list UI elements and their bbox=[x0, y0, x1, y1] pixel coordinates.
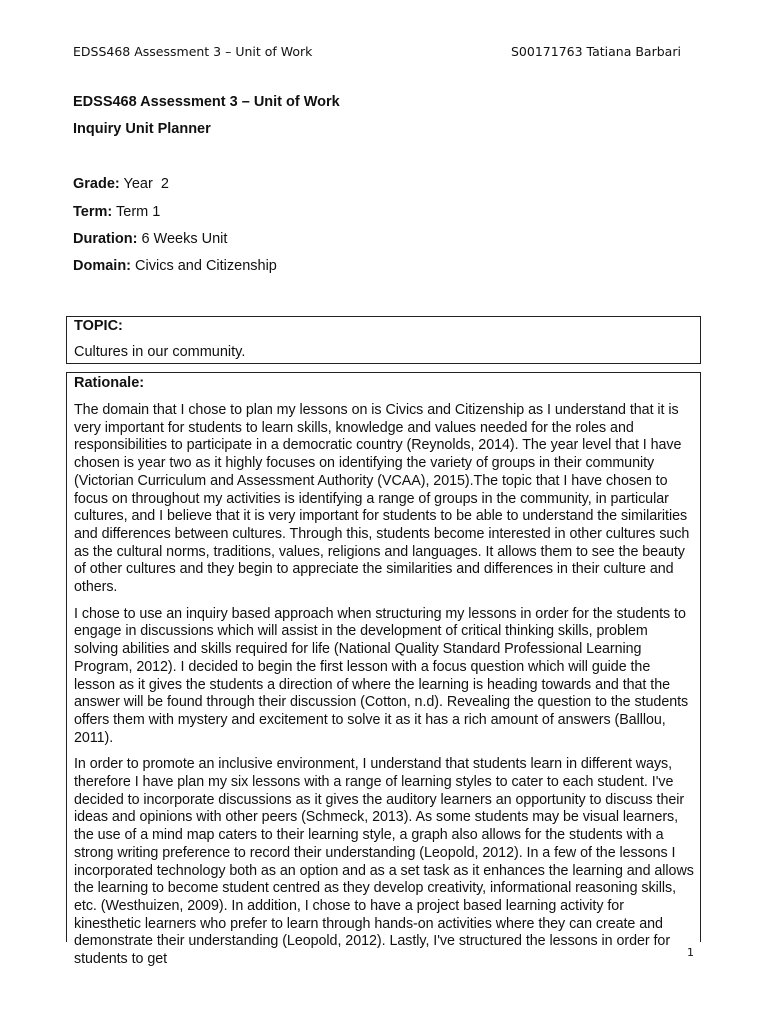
document-title: EDSS468 Assessment 3 – Unit of Work bbox=[73, 94, 340, 110]
term-line bbox=[73, 204, 160, 220]
rationale-box bbox=[66, 372, 701, 968]
page-number: 1 bbox=[687, 946, 694, 959]
duration-value: 6 Weeks Unit bbox=[141, 231, 228, 247]
rationale-heading: Rationale: bbox=[74, 375, 145, 391]
document-subtitle: Inquiry Unit Planner bbox=[73, 121, 211, 137]
domain-line bbox=[73, 258, 277, 274]
running-header-left: EDSS468 Assessment 3 – Unit of Work bbox=[73, 44, 313, 59]
grade-label: Grade: bbox=[73, 176, 120, 192]
grade-line bbox=[73, 176, 169, 192]
term-label: Term: bbox=[73, 204, 113, 220]
running-header-right: S00171763 Tatiana Barbari bbox=[511, 44, 681, 59]
term-value: Term 1 bbox=[116, 204, 161, 220]
grade-value: Year 2 bbox=[123, 176, 169, 192]
rationale-paragraph-1: The domain that I chose to plan my lessons on is Civics and Citizenship as I understand that it is very important for students to learn skills, knowledge and values needed for the roles and responsibilities to participate in a democratic country (Reynolds, 2014). The year level that I have chosen is year two as it highly focuses on identifying the variety of groups in their community (Victorian Curriculum and Assessment Authority (VCAA), 2015).The topic that I have chosen to focus on throughout my activities is identifying a range of groups in the community, in particular cultures, and I believe that it is very important for students to be able to understand the similarities and differences between cultures. Through this, students become interested in other cultures such as the cultural norms, traditions, values, religions and languages. It allows them to see the beauty of other cultures and they begin to appreciate the similarities and differences in their culture and others. bbox=[74, 402, 690, 596]
duration-line bbox=[73, 231, 227, 247]
domain-value: Civics and Citizenship bbox=[135, 258, 277, 274]
rationale-paragraph-3: In order to promote an inclusive environment, I understand that students learn in different ways, therefore I have plan my six lessons with a range of learning styles to cater to each student. I've decided to incorporate discussions as it gives the auditory learners an opportunity to discuss their ideas and opinions with other peers (Schmeck, 2013). As some students may be visual learners, the use of a mind map caters to their learning style, a graph also allows for the students with a strong writing preference to record their understanding (Leopold, 2012). In a few of the lessons I incorporated technology both as an option and as a set task as it enhances the learning and allows the learning to become student centred as they develop creativity, informational reasoning skills, etc. (Westhuizen, 2009). In addition, I chose to have a project based learning activity for kinesthetic learners who prefer to learn through hands-on activities where they can create and demonstrate their understanding (Leopold, 2012). Lastly, I've structured the lessons in order for students to get bbox=[74, 756, 694, 968]
rationale-paragraph-2: I chose to use an inquiry based approach when structuring my lessons in order for the students to engage in discussions which will assist in the development of critical thinking skills, problem solving abilities and skills required for life (National Quality Standard Professional Learning Program, 2012). I decided to begin the first lesson with a focus question which will guide the lesson as it gives the students a direction of where the learning is heading towards and that the answer will be found through their discussion (Cotton, n.d). Revealing the question to the students offers them with mystery and excitement to solve it as it has a rich amount of answers (Balllou, 2011). bbox=[74, 605, 689, 746]
topic-text: Cultures in our community. bbox=[74, 344, 246, 360]
domain-label: Domain: bbox=[73, 258, 131, 274]
rationale-body bbox=[74, 402, 694, 978]
topic-box bbox=[66, 316, 701, 364]
topic-heading: TOPIC: bbox=[74, 318, 123, 334]
duration-label: Duration: bbox=[73, 231, 138, 247]
